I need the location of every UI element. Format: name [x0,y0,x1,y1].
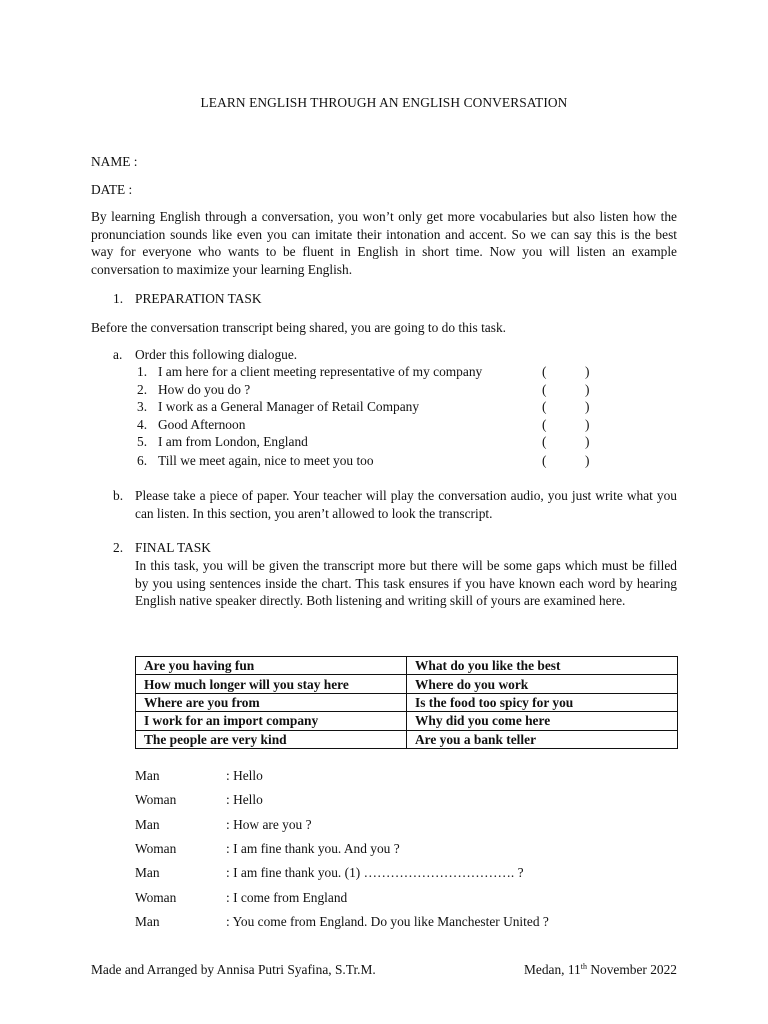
order-answer-open: ( [542,364,547,379]
order-item-number: 1. [137,364,148,379]
order-item-number: 2. [137,382,148,397]
part-b-text: Please take a piece of paper. Your teacher will play the conversation audio, you just write what you can listen. In this section, you aren’t allowed to look the transcript. [135,488,677,521]
footer-date-ordinal: th [580,962,587,971]
order-answer-close: ) [585,382,590,397]
order-item-text: I work as a General Manager of Retail Company [158,399,420,414]
chart-cell: Is the food too spicy for you [407,693,678,711]
dialogue-text: : You come from England. Do you like Manchester United ? [226,914,549,929]
document-title: LEARN ENGLISH THROUGH AN ENGLISH CONVERSATION [200,95,568,110]
date-field-label: DATE : [91,182,133,197]
order-item [137,416,607,433]
order-answer-close: ) [585,417,590,432]
dialogue-speaker: Woman [135,841,177,856]
dialogue-speaker: Man [135,768,160,783]
chart-cell: Are you a bank teller [407,730,678,748]
order-answer-open: ( [542,434,547,449]
name-field-label: NAME : [91,154,138,169]
dialogue-text: : I am fine thank you. (1) ……………………………. ? [226,865,524,880]
dialogue-speaker: Woman [135,792,177,807]
dialogue-speaker: Man [135,865,160,880]
order-item-text: How do you do ? [158,382,251,397]
dialogue-speaker: Man [135,817,160,832]
dialogue-text: : I come from England [226,890,348,905]
dialogue-speaker: Woman [135,890,177,905]
order-answer-close: ) [585,453,590,468]
order-answer-open: ( [542,382,547,397]
chart-row [136,712,678,730]
footer-place-date [524,961,677,979]
order-item-text: I am here for a client meeting representative of my company [158,364,483,379]
footer-place-date-prefix: Medan, 11 [523,962,581,977]
order-answer-open: ( [542,453,547,468]
section2-text: In this task, you will be given the transcript more but there will be some gaps which must be filled by you using sentences inside the chart. This task ensures if you have known each word by hearing English native speaker directly. Both listening and writing skill of yours are examined here. [135,558,677,608]
order-item-text: Good Afternoon [158,417,246,432]
chart-row [136,693,678,711]
order-answer-open: ( [542,399,547,414]
dialogue-text: : Hello [226,792,263,807]
order-answer-open: ( [542,417,547,432]
order-item [137,398,607,415]
section1-instruction: Before the conversation transcript being shared, you are going to do this task. [91,320,506,335]
intro-paragraph: By learning English through a conversation, you won’t only get more vocabularies but also listen how the pronunciation sounds like even you can imitate their intonation and accent. So we can say this is the best way for everyone who wants to be fluent in English in short time. Now you will listen an example conversation to maximize your learning English. [91,209,677,277]
section2-heading: FINAL TASK [135,540,211,555]
order-item-number: 3. [137,399,148,414]
dialogue-text: : Hello [226,768,263,783]
chart-cell: Why did you come here [407,712,678,730]
dialogue-text: : I am fine thank you. And you ? [226,841,400,856]
chart-row [136,675,678,693]
order-item-text: Till we meet again, nice to meet you too [158,453,374,468]
part-a-label: Order this following dialogue. [135,347,298,362]
chart-row [136,730,678,748]
order-item [137,363,607,380]
order-answer-close: ) [585,434,590,449]
chart-cell: How much longer will you stay here [136,675,407,693]
part-b-letter: b. [113,488,124,503]
footer-place-date-rest: November 2022 [587,962,677,977]
order-item-number: 5. [137,434,148,449]
order-item [137,381,607,398]
section1-heading: PREPARATION TASK [135,291,262,306]
section2-number: 2. [113,540,124,555]
section1-number: 1. [113,291,124,306]
order-item [137,452,607,469]
chart-cell: Where do you work [407,675,678,693]
order-item-number: 6. [137,453,148,468]
chart-row [136,657,678,675]
chart-cell: Where are you from [136,693,407,711]
chart-cell: The people are very kind [136,730,407,748]
order-item [137,433,607,450]
order-answer-close: ) [585,399,590,414]
chart-cell: I work for an import company [136,712,407,730]
part-a-letter: a. [113,347,123,362]
sentence-chart [135,656,678,749]
order-item-number: 4. [137,417,148,432]
order-item-text: I am from London, England [158,434,308,449]
dialogue-text: : How are you ? [226,817,312,832]
chart-cell: What do you like the best [407,657,678,675]
chart-cell: Are you having fun [136,657,407,675]
footer-author: Made and Arranged by Annisa Putri Syafina, S.Tr.M. [91,962,376,977]
order-answer-close: ) [585,364,590,379]
dialogue-speaker: Man [135,914,160,929]
